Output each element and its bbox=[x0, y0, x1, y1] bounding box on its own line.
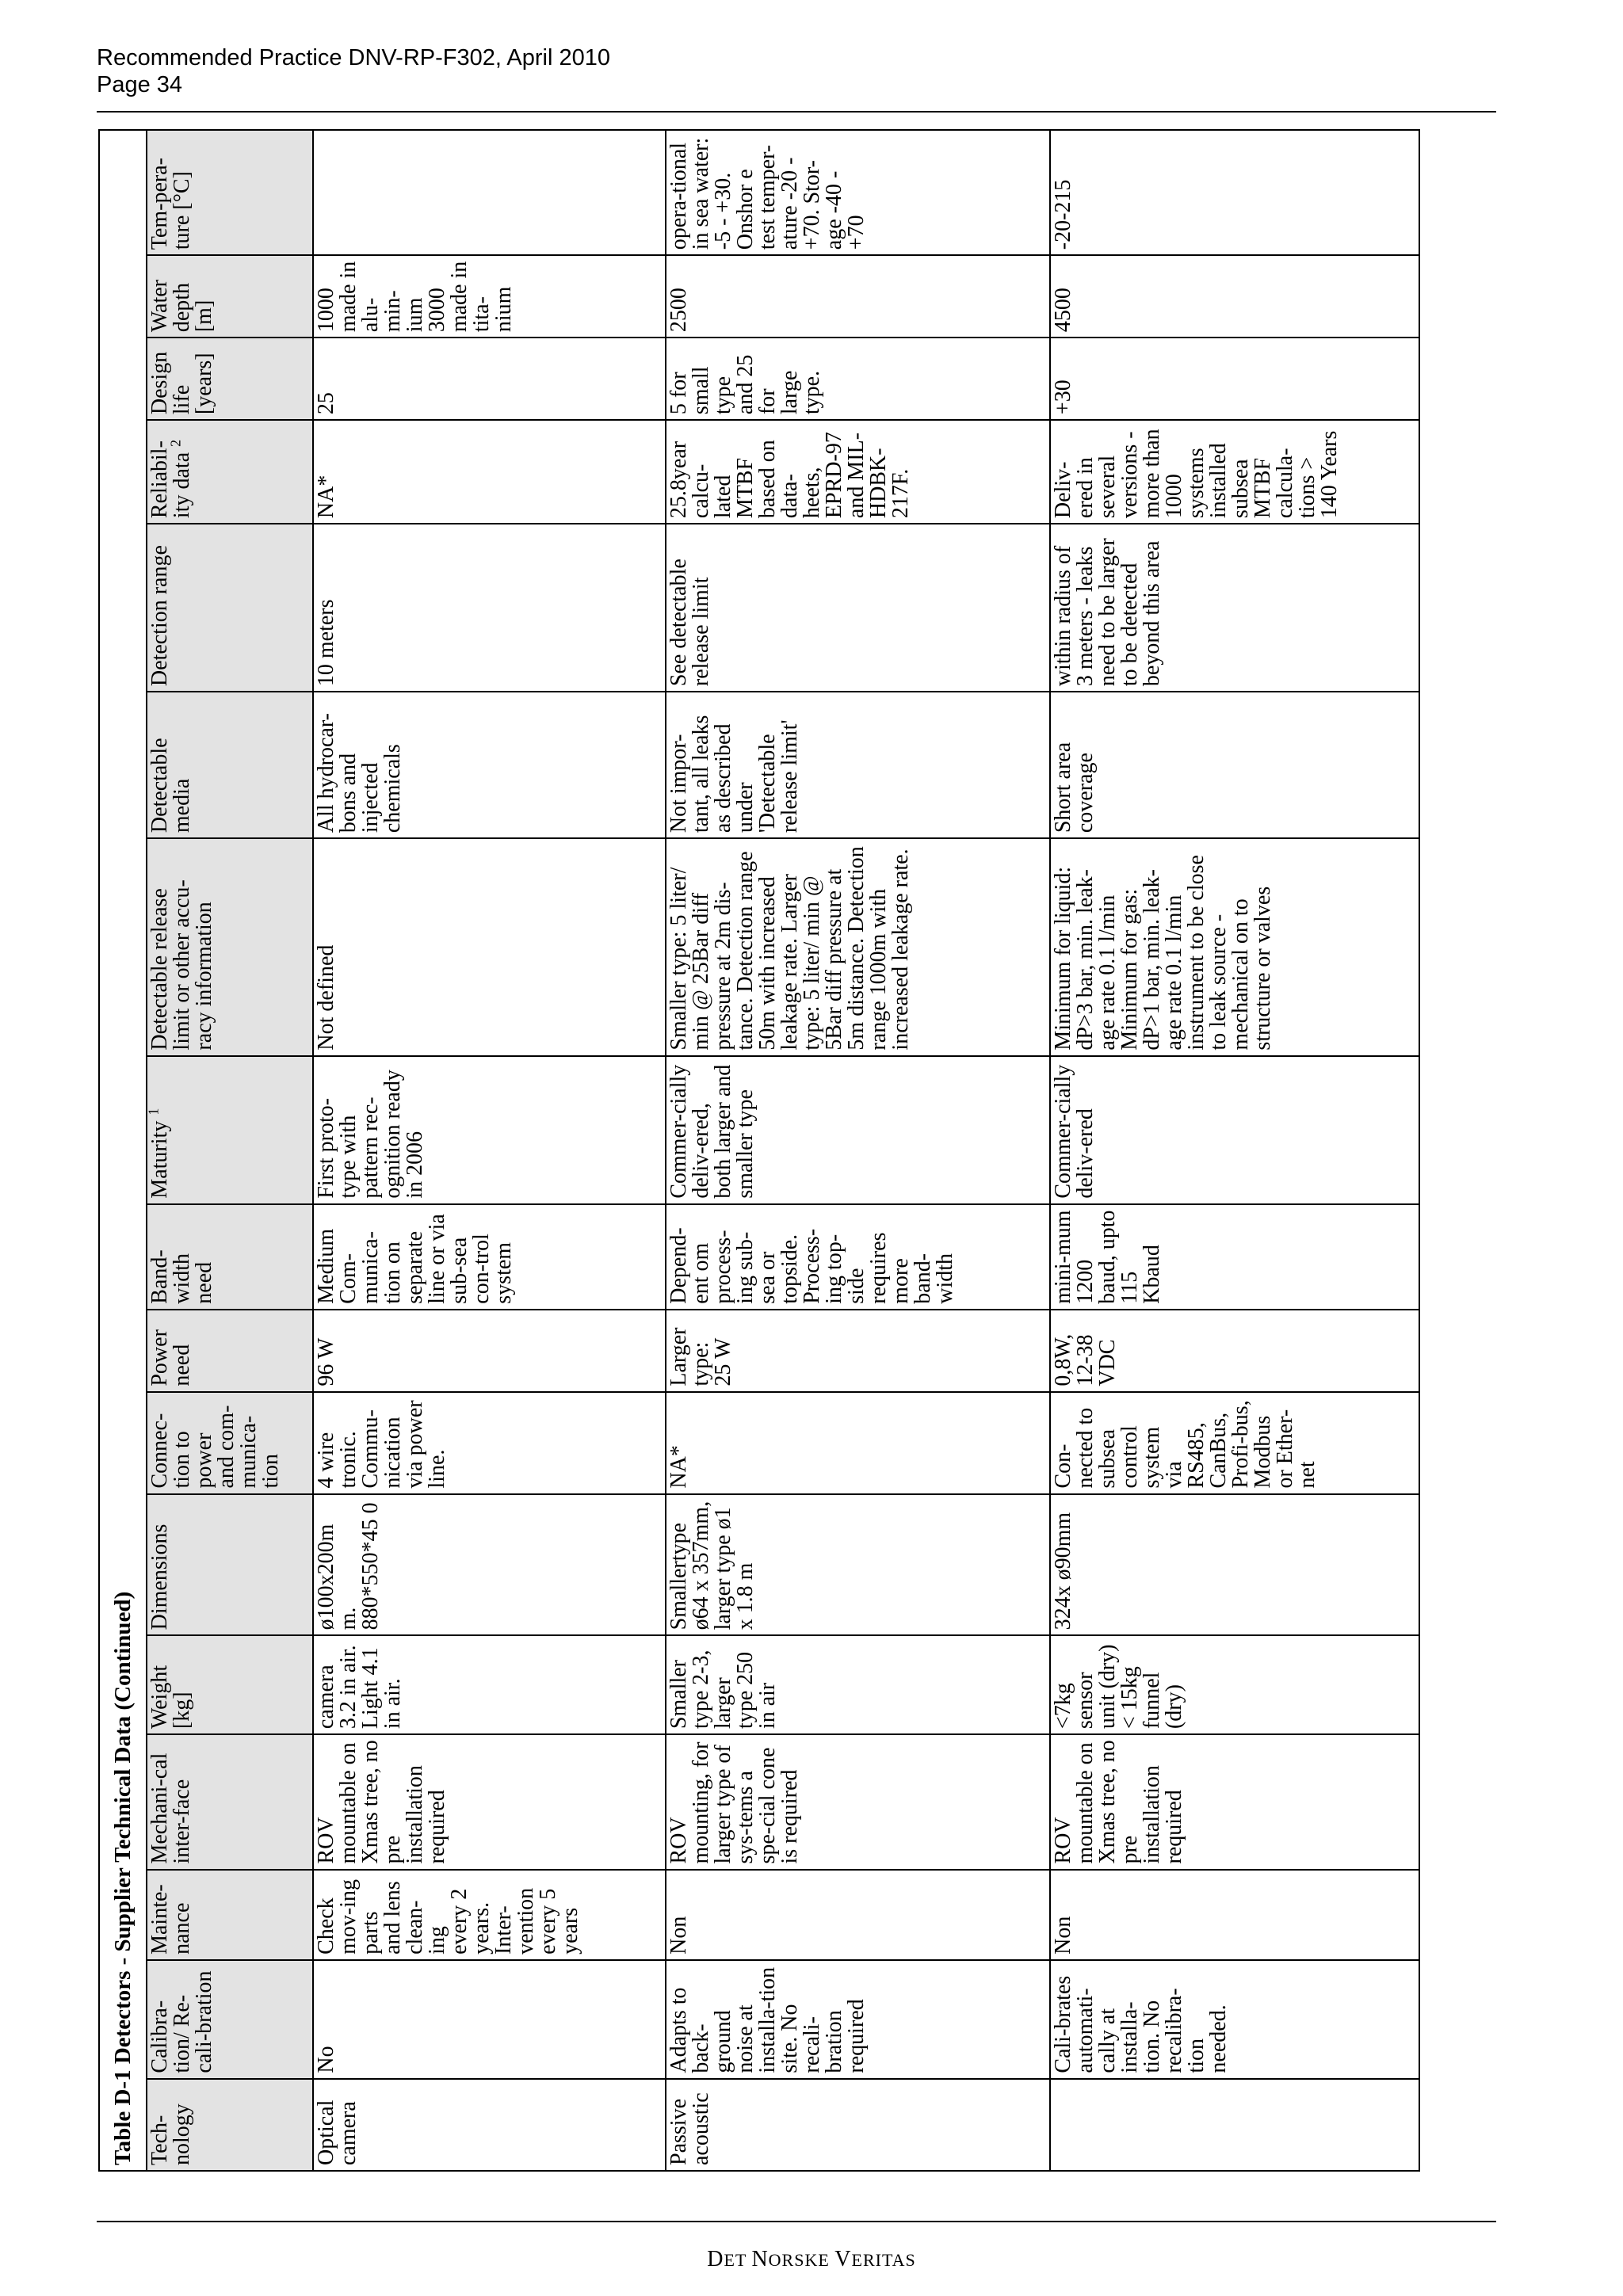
header-cell: Tech-nology bbox=[147, 2079, 313, 2171]
table-cell: Larger type: 25 W bbox=[666, 1310, 1050, 1392]
footer-letter: V bbox=[834, 2247, 852, 2271]
table-row bbox=[313, 130, 666, 2171]
table-cell: Non bbox=[1050, 1870, 1419, 1960]
table-cell: ROV mounting, for larger type of sys-tems a spe-cial cone is required bbox=[666, 1734, 1050, 1869]
header-cell: Weight [kg] bbox=[147, 1635, 313, 1734]
header-cell: Mainte-nance bbox=[147, 1870, 313, 1960]
table-caption: Table D-1 Detectors - Supplier Technical Data (Continued) bbox=[99, 130, 147, 2171]
table-cell: 4 wire tronic. Commu-nication via power line. bbox=[313, 1392, 666, 1494]
table-cell: Deliv-ered in several versions - more than 1000 systems installed subsea MTBF calcula-tions > 140 Years bbox=[1050, 420, 1419, 524]
table-header-row bbox=[147, 130, 313, 2171]
table-cell: Con-nected to subsea control system via RS485, CanBus, Profi-bus, Modbus or Ether-net bbox=[1050, 1392, 1419, 1494]
table-cell: Passive acoustic bbox=[666, 2079, 1050, 2171]
table-cell bbox=[1050, 2079, 1419, 2171]
footnote-marker: 1 bbox=[145, 1108, 162, 1116]
page-footer bbox=[0, 2247, 1623, 2272]
table-cell: All hydrocar-bons and injected chemicals bbox=[313, 692, 666, 838]
table-cell: First proto-type with pattern rec-ognition ready in 2006 bbox=[313, 1056, 666, 1204]
header-cell: Detectable release limit or other accu-racy information bbox=[147, 838, 313, 1055]
header-cell: Connec-tion to power and com-munica-tion bbox=[147, 1392, 313, 1494]
table-cell: Cali-brates automati-cally at installa-tion. No recalibra-tion needed. bbox=[1050, 1960, 1419, 2079]
footer-rule bbox=[97, 2221, 1496, 2222]
table-row bbox=[1050, 130, 1419, 2171]
table-cell: -20-215 bbox=[1050, 130, 1419, 255]
table-cell: Smaller type 2-3, larger type 250 in air bbox=[666, 1635, 1050, 1734]
table-cell: ROV mountable on Xmas tree, no pre installation required bbox=[1050, 1734, 1419, 1869]
table-cell: 25 bbox=[313, 338, 666, 420]
table-cell: mini-mum 1200 baud, upto 115 Kbaud bbox=[1050, 1204, 1419, 1310]
table-cell: ROV mountable on Xmas tree, no pre installation required bbox=[313, 1734, 666, 1869]
header-cell bbox=[147, 420, 313, 524]
table-cell: Short area coverage bbox=[1050, 692, 1419, 838]
header-cell: Band-width need bbox=[147, 1204, 313, 1310]
table-cell: 324x ø90mm bbox=[1050, 1494, 1419, 1636]
table-cell: Smaller type: 5 liter/ min @ 25Bar diff pressure at 2m dis-tance. Detection range 50m with increased leakage rate. Larger type: 5 liter/ min @ 5Bar diff pressure at 5m distance. Detection range 1000m with increased leakage rate. bbox=[666, 838, 1050, 1055]
table-cell: Minimum for liquid: dP>3 bar, min. leak-age rate 0.1 l/min Minimum for gas: dP>1 bar, min. leak-age rate 0.1 l/min instrument to be close to leak source - mechanical on to structure or valves bbox=[1050, 838, 1419, 1055]
table-cell: NA* bbox=[666, 1392, 1050, 1494]
table-cell: Depend-ent om process-ing sub-sea or topside. Process-ing top-side requires more band-width bbox=[666, 1204, 1050, 1310]
table-cell: Check mov-ing parts and lens clean-ing every 2 years. Inter-vention every 5 years bbox=[313, 1870, 666, 1960]
table-cell: ø100x200m m. 880*550*45 0 bbox=[313, 1494, 666, 1636]
rotated-table-wrapper bbox=[98, 129, 1419, 2172]
table-cell: Medium Com-munica-tion on separate line or via sub-sea con-trol system bbox=[313, 1204, 666, 1310]
page-header bbox=[97, 44, 610, 98]
table-cell: camera 3.2 in air. Light 4.1 in air. bbox=[313, 1635, 666, 1734]
header-cell: Detectable media bbox=[147, 692, 313, 838]
footer-smallcaps: ORSKE bbox=[768, 2250, 835, 2270]
header-cell bbox=[147, 1056, 313, 1204]
header-cell: Power need bbox=[147, 1310, 313, 1392]
table-cell: 0,8W, 12-38 VDC bbox=[1050, 1310, 1419, 1392]
table-cell: opera-tional in sea water: -5 - +30. Onshor e test temper-ature -20 - +70. Stor-age -40 - +70 bbox=[666, 130, 1050, 255]
table-cell: Non bbox=[666, 1870, 1050, 1960]
footnote-marker: 2 bbox=[167, 439, 184, 447]
document-title: Recommended Practice DNV-RP-F302, April 2010 bbox=[97, 45, 610, 71]
header-cell: Dimensions bbox=[147, 1494, 313, 1636]
table-row bbox=[666, 130, 1050, 2171]
header-rule bbox=[97, 111, 1496, 113]
table-cell: <7kg sensor unit (dry) < 15kg funnel (dry) bbox=[1050, 1635, 1419, 1734]
table-cell: within radius of 3 meters - leaks need to be larger to be detected beyond this area bbox=[1050, 524, 1419, 692]
table-cell: 25.8year calcu-lated MTBF based on data-heets, EPRD-97 and MIL-HDBK-217F. bbox=[666, 420, 1050, 524]
header-cell: Calibra-tion/ Re-cali-bration bbox=[147, 1960, 313, 2079]
table-cell: Smallertype ø64 x 357mm, larger type ø1 x 1.8 m bbox=[666, 1494, 1050, 1636]
table-cell: 5 for small type and 25 for large type. bbox=[666, 338, 1050, 420]
header-cell: Water depth [m] bbox=[147, 255, 313, 338]
footer-smallcaps: ERITAS bbox=[851, 2250, 916, 2270]
header-cell: Tem-pera-ture [°C] bbox=[147, 130, 313, 255]
header-cell: Mechani-cal inter-face bbox=[147, 1734, 313, 1869]
table-cell: Commer-cially deliv-ered, both larger and smaller type bbox=[666, 1056, 1050, 1204]
table-cell: 10 meters bbox=[313, 524, 666, 692]
table-cell: Adapts to back-ground noise at installa-tion site. No recali-bration required bbox=[666, 1960, 1050, 2079]
table-cell bbox=[313, 130, 666, 255]
table-cell: See detectable release limit bbox=[666, 524, 1050, 692]
table-cell: 4500 bbox=[1050, 255, 1419, 338]
footer-letter: N bbox=[751, 2247, 769, 2271]
header-cell: Detection range bbox=[147, 524, 313, 692]
page-number: Page 34 bbox=[97, 72, 183, 97]
table-cell: Optical camera bbox=[313, 2079, 666, 2171]
table-cell: 2500 bbox=[666, 255, 1050, 338]
header-cell: Design life [years] bbox=[147, 338, 313, 420]
table-cell: +30 bbox=[1050, 338, 1419, 420]
table-cell: Commer-cially deliv-ered bbox=[1050, 1056, 1419, 1204]
table-cell: Not impor-tant, all leaks as described under 'Detectable release limit' bbox=[666, 692, 1050, 838]
header-maturity-text: Maturity bbox=[147, 1120, 172, 1199]
detectors-table bbox=[98, 129, 1420, 2172]
footer-smallcaps: ET bbox=[724, 2250, 752, 2270]
table-cell: Not defined bbox=[313, 838, 666, 1055]
footer-letter: D bbox=[707, 2247, 724, 2271]
header-reliability-text: Reliabil-ity data bbox=[147, 441, 194, 519]
table-caption-row bbox=[99, 130, 147, 2171]
table-cell: No bbox=[313, 1960, 666, 2079]
table-cell: 1000 made in alu-min-ium 3000 made in tita-nium bbox=[313, 255, 666, 338]
table-cell: 96 W bbox=[313, 1310, 666, 1392]
table-cell: NA* bbox=[313, 420, 666, 524]
